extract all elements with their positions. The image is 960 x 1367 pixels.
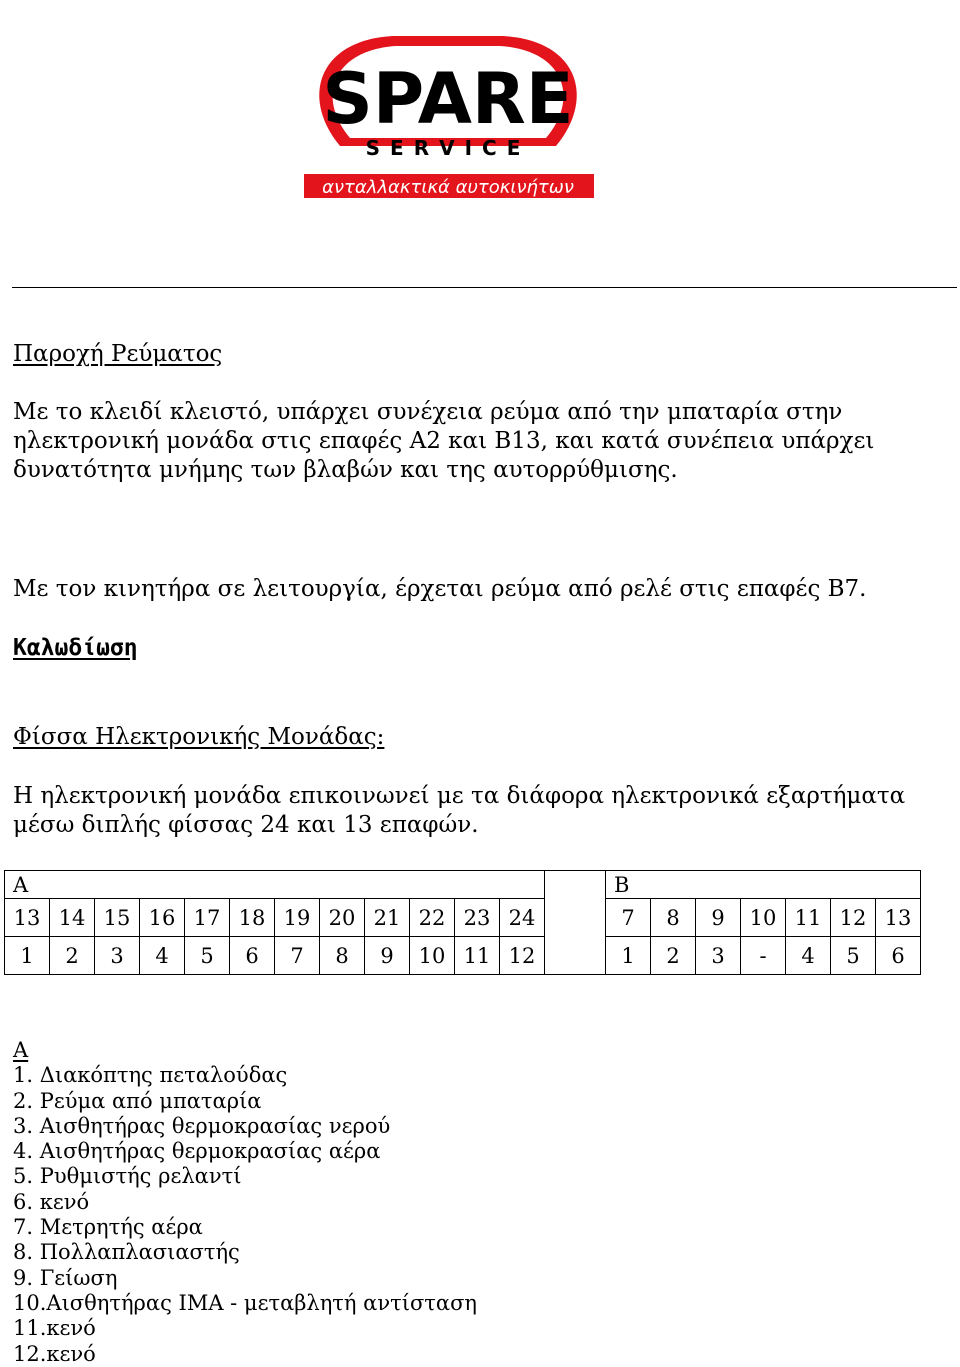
b-pin: 10 <box>741 899 786 937</box>
b-pin: - <box>741 937 786 975</box>
logo-service-text: SERVICE <box>365 136 531 160</box>
a-pin: 4 <box>140 937 185 975</box>
legend-item: 7. Μετρητής αέρα <box>13 1215 203 1240</box>
ecu-paragraph-line-2: μέσω διπλής φίσσας 24 και 13 επαφών. <box>13 812 479 838</box>
a-pin: 23 <box>455 899 500 937</box>
a-pin: 13 <box>5 899 50 937</box>
a-pin: 22 <box>410 899 455 937</box>
a-pin: 24 <box>500 899 545 937</box>
a-pin: 16 <box>140 899 185 937</box>
a-pin: 20 <box>320 899 365 937</box>
a-pin: 19 <box>275 899 320 937</box>
logo-tagline-text: ανταλλακτικά αυτοκινήτων <box>322 177 574 198</box>
b-pin: 11 <box>786 899 831 937</box>
legend-item: 3. Αισθητήρας θερμοκρασίας νερού <box>13 1113 391 1138</box>
logo-brand-text: SPARE <box>322 58 574 140</box>
legend-item: 2. Ρεύμα από μπαταρία <box>13 1088 262 1113</box>
b-pin: 2 <box>651 937 696 975</box>
b-pin: 1 <box>606 937 651 975</box>
a-pin: 9 <box>365 937 410 975</box>
b-pin: 13 <box>876 899 921 937</box>
horizontal-divider <box>12 287 957 288</box>
pin-legend <box>13 1038 477 1367</box>
a-pin: 10 <box>410 937 455 975</box>
b-pin: 7 <box>606 899 651 937</box>
legend-item: 4. Αισθητήρας θερμοκρασίας αέρα <box>13 1139 381 1164</box>
table-gap <box>545 871 606 899</box>
a-pin: 5 <box>185 937 230 975</box>
legend-item: 1. Διακόπτης πεταλούδας <box>13 1063 288 1088</box>
b-pin: 5 <box>831 937 876 975</box>
legend-item: 12.κενό <box>13 1341 96 1366</box>
legend-item: 10.Αισθητήρας ΙΜΑ - μεταβλητή αντίσταση <box>13 1290 478 1315</box>
legend-item: 9. Γείωση <box>13 1265 118 1290</box>
a-pin: 2 <box>50 937 95 975</box>
spare-service-logo <box>298 28 598 204</box>
legend-item: 8. Πολλαπλασιαστής <box>13 1240 240 1265</box>
b-pin: 9 <box>696 899 741 937</box>
ecu-connector-subheading: Φίσσα Ηλεκτρονικής Μονάδας: <box>13 724 385 750</box>
power-paragraph-line-3: δυνατότητα μνήμης των βλαβών και της αυτορρύθμισης. <box>13 457 678 483</box>
a-pin: 15 <box>95 899 140 937</box>
engine-running-paragraph: Με τον κινητήρα σε λειτουργία, έρχεται ρεύμα από ρελέ στις επαφές Β7. <box>13 576 867 602</box>
power-paragraph-line-2: ηλεκτρονική μονάδα στις επαφές Α2 και Β13, και κατά συνέπεια υπάρχει <box>13 428 875 454</box>
wiring-heading: Καλωδίωση <box>13 635 138 661</box>
connector-a-label: Α <box>5 871 545 899</box>
table-gap <box>545 899 606 937</box>
table-gap <box>545 937 606 975</box>
power-paragraph-line-1: Με το κλειδί κλειστό, υπάρχει συνέχεια ρεύμα από την μπαταρία στην <box>13 399 843 425</box>
b-pin: 12 <box>831 899 876 937</box>
a-pin: 18 <box>230 899 275 937</box>
a-pin: 1 <box>5 937 50 975</box>
b-pin: 4 <box>786 937 831 975</box>
legend-title: Α <box>13 1038 29 1062</box>
a-pin: 3 <box>95 937 140 975</box>
legend-item: 11.κενό <box>13 1316 96 1341</box>
a-pin: 12 <box>500 937 545 975</box>
a-pin: 14 <box>50 899 95 937</box>
a-pin: 21 <box>365 899 410 937</box>
legend-item: 5. Ρυθμιστής ρελαντί <box>13 1164 242 1189</box>
b-pin: 3 <box>696 937 741 975</box>
power-supply-heading: Παροχή Ρεύματος <box>13 341 223 367</box>
a-pin: 7 <box>275 937 320 975</box>
legend-item: 6. κενό <box>13 1189 90 1214</box>
a-pin: 8 <box>320 937 365 975</box>
a-pin: 11 <box>455 937 500 975</box>
b-pin: 8 <box>651 899 696 937</box>
a-pin: 17 <box>185 899 230 937</box>
a-pin: 6 <box>230 937 275 975</box>
connector-b-label: Β <box>606 871 921 899</box>
connector-pin-table <box>4 870 921 975</box>
ecu-paragraph-line-1: Η ηλεκτρονική μονάδα επικοινωνεί με τα διάφορα ηλεκτρονικά εξαρτήματα <box>13 783 906 809</box>
b-pin: 6 <box>876 937 921 975</box>
